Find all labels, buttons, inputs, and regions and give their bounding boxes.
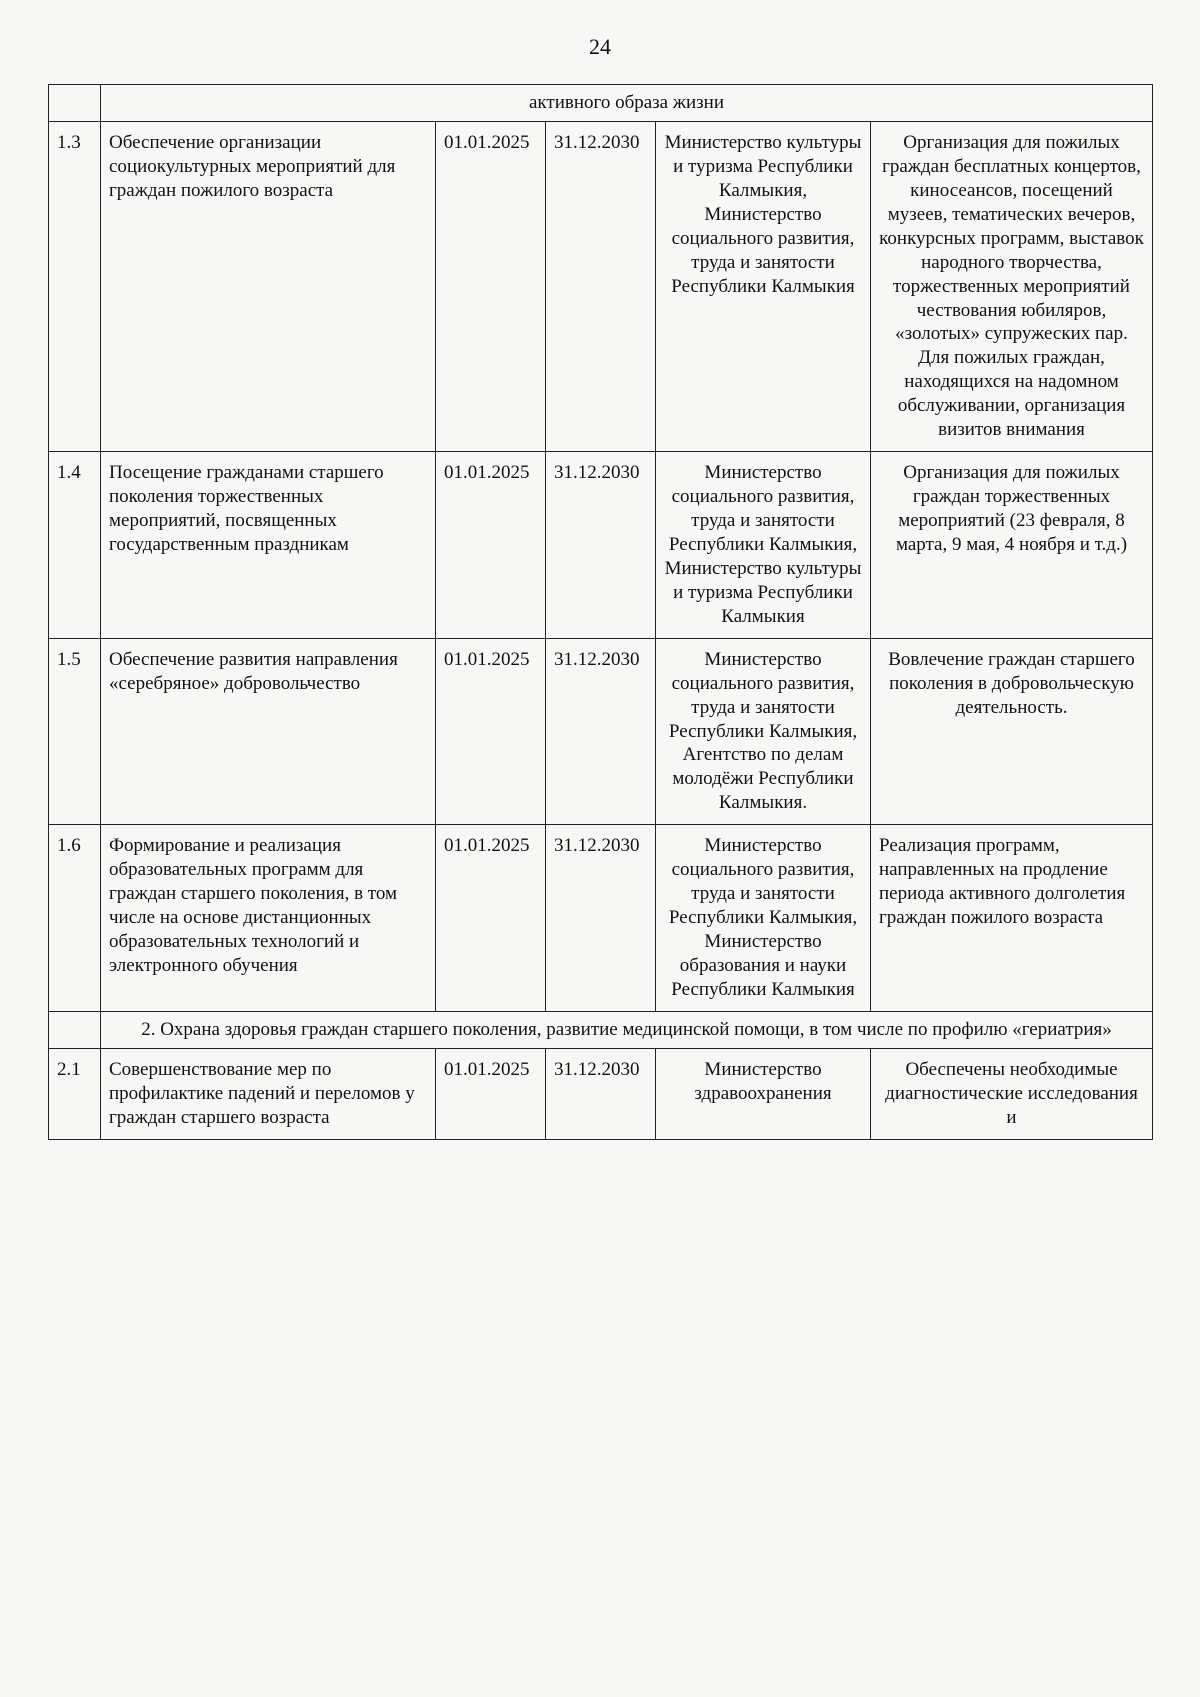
- row-number: 1.4: [49, 452, 101, 639]
- end-date-cell: 31.12.2030: [546, 1048, 656, 1139]
- executor-cell: Министерство культуры и туризма Республики Калмыкия, Министерство социального развития, труда и занятости Республики Калмыкия: [656, 121, 871, 451]
- row-number: 1.5: [49, 638, 101, 825]
- result-cell: Организация для пожилых граждан торжественных мероприятий (23 февраля, 8 марта, 9 мая, 4 ноября и т.д.): [871, 452, 1153, 639]
- row-number: 1.3: [49, 121, 101, 451]
- section-continuation-row: [49, 85, 1153, 122]
- measure-cell: Посещение гражданами старшего поколения торжественных мероприятий, посвященных государственным праздникам: [101, 452, 436, 639]
- start-date-cell: 01.01.2025: [436, 638, 546, 825]
- end-date-cell: 31.12.2030: [546, 825, 656, 1012]
- table-row: [49, 121, 1153, 451]
- end-date-cell: 31.12.2030: [546, 452, 656, 639]
- table-row: [49, 638, 1153, 825]
- measure-cell: Обеспечение организации социокультурных мероприятий для граждан пожилого возраста: [101, 121, 436, 451]
- start-date-cell: 01.01.2025: [436, 825, 546, 1012]
- measures-table: [48, 84, 1153, 1140]
- result-cell: Реализация программ, направленных на продление периода активного долголетия граждан пожилого возраста: [871, 825, 1153, 1012]
- start-date-cell: 01.01.2025: [436, 452, 546, 639]
- start-date-cell: 01.01.2025: [436, 1048, 546, 1139]
- end-date-cell: 31.12.2030: [546, 121, 656, 451]
- row-number: 2.1: [49, 1048, 101, 1139]
- table-row: [49, 1048, 1153, 1139]
- measure-cell: Формирование и реализация образовательных программ для граждан старшего поколения, в том числе на основе дистанционных образовательных технологий и электронного обучения: [101, 825, 436, 1012]
- table-row: [49, 825, 1153, 1012]
- end-date-cell: 31.12.2030: [546, 638, 656, 825]
- page-number: 24: [589, 34, 611, 59]
- measure-cell: Обеспечение развития направления «серебряное» добровольчество: [101, 638, 436, 825]
- measure-cell: Совершенствование мер по профилактике падений и переломов у граждан старшего возраста: [101, 1048, 436, 1139]
- result-cell: Вовлечение граждан старшего поколения в добровольческую деятельность.: [871, 638, 1153, 825]
- start-date-cell: 01.01.2025: [436, 121, 546, 451]
- result-cell: Обеспечены необходимые диагностические исследования и: [871, 1048, 1153, 1139]
- executor-cell: Министерство социального развития, труда и занятости Республики Калмыкия, Агентство по делам молодёжи Республики Калмыкия.: [656, 638, 871, 825]
- executor-cell: Министерство здравоохранения: [656, 1048, 871, 1139]
- executor-cell: Министерство социального развития, труда и занятости Республики Калмыкия, Министерство образования и науки Республики Калмыкия: [656, 825, 871, 1012]
- row-number: 1.6: [49, 825, 101, 1012]
- section-2-title: 2. Охрана здоровья граждан старшего поколения, развитие медицинской помощи, в том числе по профилю «гериатрия»: [101, 1011, 1153, 1048]
- section-continuation: активного образа жизни: [101, 85, 1153, 122]
- executor-cell: Министерство социального развития, труда и занятости Республики Калмыкия, Министерство культуры и туризма Республики Калмыкия: [656, 452, 871, 639]
- table-row: [49, 452, 1153, 639]
- result-cell: Организация для пожилых граждан бесплатных концертов, киносеансов, посещений музеев, тематических вечеров, конкурсных программ, выставок народного творчества, торжественных мероприятий чествования юбиляров, «золотых» супружеских пар. Для пожилых граждан, находящихся на надомном обслуживании, организация визитов внимания: [871, 121, 1153, 451]
- section-heading-row: [49, 1011, 1153, 1048]
